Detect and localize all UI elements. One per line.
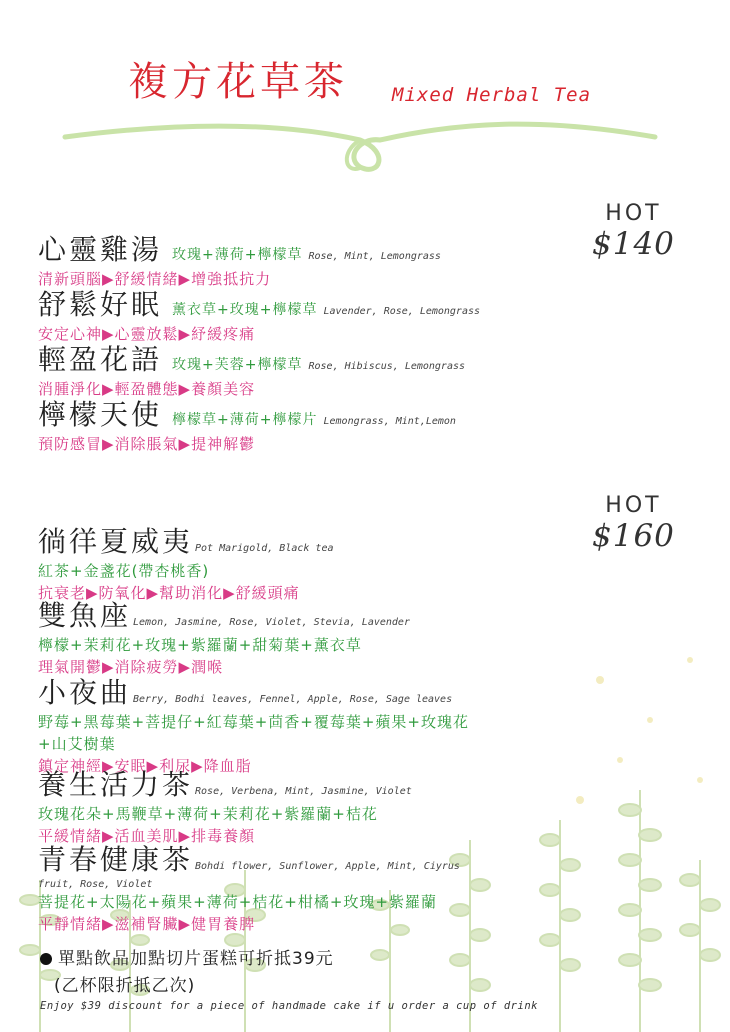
ingredients-zh: 檸檬+茉莉花+玫瑰+紫羅蘭+甜菊葉+薰衣草 [38, 636, 362, 654]
item-name: 雙魚座 [38, 599, 132, 632]
menu-item [38, 838, 460, 935]
item-effect: 理氣開鬱▶消除疲勞▶潤喉 [38, 658, 224, 676]
ingredients-en-continued: fruit, Rose, Violet [38, 879, 153, 890]
ingredients-zh: 玫瑰+芙蓉+檸檬草 [172, 357, 303, 373]
page-title: 複方花草茶 [128, 59, 348, 105]
item-effect: 清新頭腦▶舒緩情緒▶增強抵抗力 [38, 270, 272, 288]
ingredients-en: Lavender, Rose, Lemongrass [323, 306, 481, 317]
item-name: 檸檬天使 [38, 398, 163, 431]
ingredients-zh-continued: +山艾樹葉 [38, 735, 116, 753]
note-line-1 [40, 944, 538, 969]
ingredients-en: Berry, Bodhi leaves, Fennel, Apple, Rose, Sage leaves [133, 694, 453, 705]
item-effect: 抗衰老▶防氧化▶幫助消化▶舒緩頭痛 [38, 584, 300, 602]
price-value: $160 [592, 518, 675, 555]
item-effect: 安定心神▶心靈放鬆▶紓緩疼痛 [38, 325, 256, 343]
item-name: 舒鬆好眠 [38, 288, 163, 321]
note-zh-1: 單點飲品加點切片蛋糕可折抵39元 [58, 949, 334, 969]
item-effect: 預防感冒▶消除脹氣▶提神解鬱 [38, 435, 256, 453]
menu-item [38, 671, 469, 777]
menu-item [38, 338, 465, 400]
ingredients-zh: 檸檬草+薄荷+檸檬片 [172, 412, 318, 428]
item-effect: 平緩情緒▶活血美肌▶排毒養顏 [38, 827, 256, 845]
note-en: Enjoy $39 discount for a piece of handmade cake if u order a cup of drink [40, 1000, 538, 1012]
ingredients-en: Rose, Verbena, Mint, Jasmine, Violet [195, 786, 412, 797]
note-zh-2: (乙杯限折抵乙次) [54, 976, 196, 996]
ingredients-en: Lemon, Jasmine, Rose, Violet, Stevia, Lavender [133, 617, 410, 628]
item-effect: 鎮定神經▶安眠▶利尿▶降血脂 [38, 757, 252, 775]
menu-item [38, 594, 410, 678]
ingredients-en: Bohdi flower, Sunflower, Apple, Mint, Ciyrus [195, 861, 460, 872]
ingredients-en: Rose, Mint, Lemongrass [308, 251, 441, 262]
item-name: 徜徉夏威夷 [38, 525, 194, 558]
ingredients-zh: 紅茶+金盞花(帶杏桃香) [38, 562, 210, 580]
item-effect: 平靜情緒▶滋補腎臟▶健胃養脾 [38, 915, 256, 933]
ingredients-zh: 玫瑰+薄荷+檸檬草 [172, 247, 303, 263]
ingredients-zh: 玫瑰花朵+馬鞭草+薄荷+茉莉花+紫羅蘭+桔花 [38, 805, 378, 823]
vine-ribbon-decoration [60, 92, 660, 182]
page-subtitle: Mixed Herbal Tea [392, 84, 592, 106]
ingredients-zh: 薰衣草+玫瑰+檸檬草 [172, 302, 318, 318]
menu-item [38, 228, 441, 290]
bullet-dot-icon [40, 953, 52, 965]
price-label: HOT [605, 201, 662, 226]
menu-item [38, 763, 412, 847]
price-value: $140 [592, 226, 675, 263]
price-block-2 [592, 494, 675, 555]
price-block-1 [592, 202, 675, 263]
item-name: 養生活力茶 [38, 768, 194, 801]
discount-note [40, 944, 538, 1012]
item-name: 小夜曲 [38, 676, 132, 709]
ingredients-zh: 野莓+黑莓葉+菩提仔+紅莓葉+茴香+覆莓葉+蘋果+玫瑰花 [38, 713, 469, 731]
ingredients-zh: 菩提花+太陽花+蘋果+薄荷+桔花+柑橘+玫瑰+紫羅蘭 [38, 893, 437, 911]
menu-item [38, 283, 480, 345]
item-name: 心靈雞湯 [38, 233, 163, 266]
item-effect: 消腫淨化▶輕盈體態▶養顏美容 [38, 380, 256, 398]
ingredients-en: Pot Marigold, Black tea [195, 543, 334, 554]
item-name: 青春健康茶 [38, 843, 194, 876]
ingredients-en: Rose, Hibiscus, Lemongrass [308, 361, 466, 372]
ingredients-en: Lemongrass, Mint,Lemon [323, 416, 456, 427]
item-name: 輕盈花語 [38, 343, 163, 376]
price-label: HOT [605, 493, 662, 518]
menu-item [38, 520, 334, 604]
menu-item [38, 393, 456, 455]
